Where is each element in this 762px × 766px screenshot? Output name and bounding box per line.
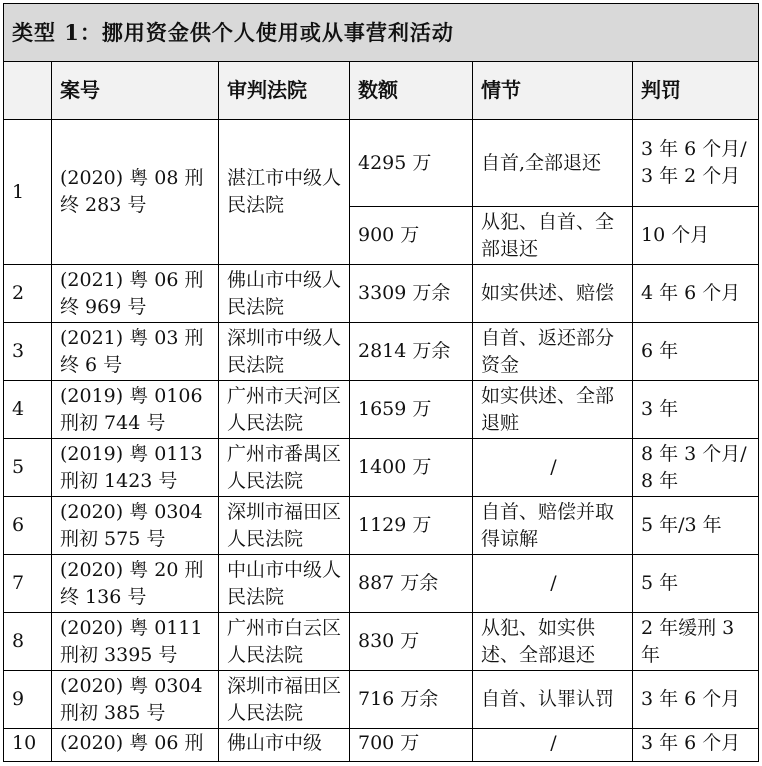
table-row [4, 120, 759, 207]
row-index: 4 [4, 381, 52, 439]
table-title-row [4, 4, 759, 62]
row-circumstance: / [473, 555, 633, 613]
row-penalty: 8 年 3 个月/8 年 [633, 439, 759, 497]
row-penalty: 5 年/3 年 [633, 497, 759, 555]
row-court: 广州市番禺区人民法院 [219, 439, 350, 497]
row-amount: 830 万 [350, 613, 473, 671]
table-row [4, 613, 759, 671]
table-title: 类型 1：挪用资金供个人使用或从事营利活动 [4, 4, 759, 62]
row-circumstance: 如实供述、赔偿 [473, 265, 633, 323]
row-case-number: (2020) 粤 0111 刑初 3395 号 [52, 613, 219, 671]
row-amount: 716 万余 [350, 671, 473, 729]
row-case-number: (2020) 粤 0304 刑初 385 号 [52, 671, 219, 729]
row-circumstance: 自首,全部退还 [473, 120, 633, 207]
table-row [4, 323, 759, 381]
row-penalty: 6 年 [633, 323, 759, 381]
row-amount: 1129 万 [350, 497, 473, 555]
row-court: 深圳市福田区人民法院 [219, 497, 350, 555]
row-circumstance: 从犯、自首、全部退还 [473, 207, 633, 265]
case-table-wrapper [3, 3, 759, 762]
row-index: 2 [4, 265, 52, 323]
row-penalty: 10 个月 [633, 207, 759, 265]
row-case-number: (2019) 粤 0106 刑初 744 号 [52, 381, 219, 439]
header-circumstance: 情节 [473, 62, 633, 120]
row-court: 佛山市中级 [219, 729, 350, 762]
row-circumstance: / [473, 729, 633, 762]
row-index: 6 [4, 497, 52, 555]
row-circumstance: 自首、返还部分资金 [473, 323, 633, 381]
header-penalty: 判罚 [633, 62, 759, 120]
table-row [4, 265, 759, 323]
row-case-number: (2019) 粤 0113 刑初 1423 号 [52, 439, 219, 497]
row-case-number: (2020) 粤 08 刑终 283 号 [52, 120, 219, 265]
row-amount: 2814 万余 [350, 323, 473, 381]
row-amount: 887 万余 [350, 555, 473, 613]
row-index: 7 [4, 555, 52, 613]
row-amount: 900 万 [350, 207, 473, 265]
header-amount: 数额 [350, 62, 473, 120]
row-circumstance: 自首、赔偿并取得谅解 [473, 497, 633, 555]
row-amount: 1400 万 [350, 439, 473, 497]
row-index: 8 [4, 613, 52, 671]
row-penalty: 3 年 6 个月 [633, 671, 759, 729]
row-index: 3 [4, 323, 52, 381]
header-row [4, 62, 759, 120]
row-circumstance: / [473, 439, 633, 497]
row-court: 湛江市中级人民法院 [219, 120, 350, 265]
case-table [3, 3, 759, 762]
row-case-number: (2021) 粤 03 刑终 6 号 [52, 323, 219, 381]
header-court: 审判法院 [219, 62, 350, 120]
row-amount: 3309 万余 [350, 265, 473, 323]
row-court: 佛山市中级人民法院 [219, 265, 350, 323]
header-case: 案号 [52, 62, 219, 120]
row-amount: 1659 万 [350, 381, 473, 439]
row-case-number: (2020) 粤 0304 刑初 575 号 [52, 497, 219, 555]
row-circumstance: 自首、认罪认罚 [473, 671, 633, 729]
row-amount: 700 万 [350, 729, 473, 762]
table-row [4, 729, 759, 762]
row-amount: 4295 万 [350, 120, 473, 207]
table-row [4, 555, 759, 613]
table-row [4, 671, 759, 729]
row-circumstance: 从犯、如实供述、全部退还 [473, 613, 633, 671]
row-court: 深圳市中级人民法院 [219, 323, 350, 381]
row-index: 9 [4, 671, 52, 729]
row-penalty: 3 年 6 个月 [633, 729, 759, 762]
row-court: 中山市中级人民法院 [219, 555, 350, 613]
row-penalty: 5 年 [633, 555, 759, 613]
row-index: 1 [4, 120, 52, 265]
row-index: 5 [4, 439, 52, 497]
table-row [4, 497, 759, 555]
row-case-number: (2021) 粤 06 刑终 969 号 [52, 265, 219, 323]
row-penalty: 3 年 [633, 381, 759, 439]
row-penalty: 4 年 6 个月 [633, 265, 759, 323]
row-court: 广州市白云区人民法院 [219, 613, 350, 671]
table-row [4, 381, 759, 439]
row-case-number: (2020) 粤 20 刑终 136 号 [52, 555, 219, 613]
row-court: 广州市天河区人民法院 [219, 381, 350, 439]
row-circumstance: 如实供述、全部退赃 [473, 381, 633, 439]
row-index: 10 [4, 729, 52, 762]
table-row [4, 439, 759, 497]
row-penalty: 3 年 6 个月/3 年 2 个月 [633, 120, 759, 207]
row-court: 深圳市福田区人民法院 [219, 671, 350, 729]
header-index [4, 62, 52, 120]
row-case-number: (2020) 粤 06 刑 [52, 729, 219, 762]
row-penalty: 2 年缓刑 3 年 [633, 613, 759, 671]
